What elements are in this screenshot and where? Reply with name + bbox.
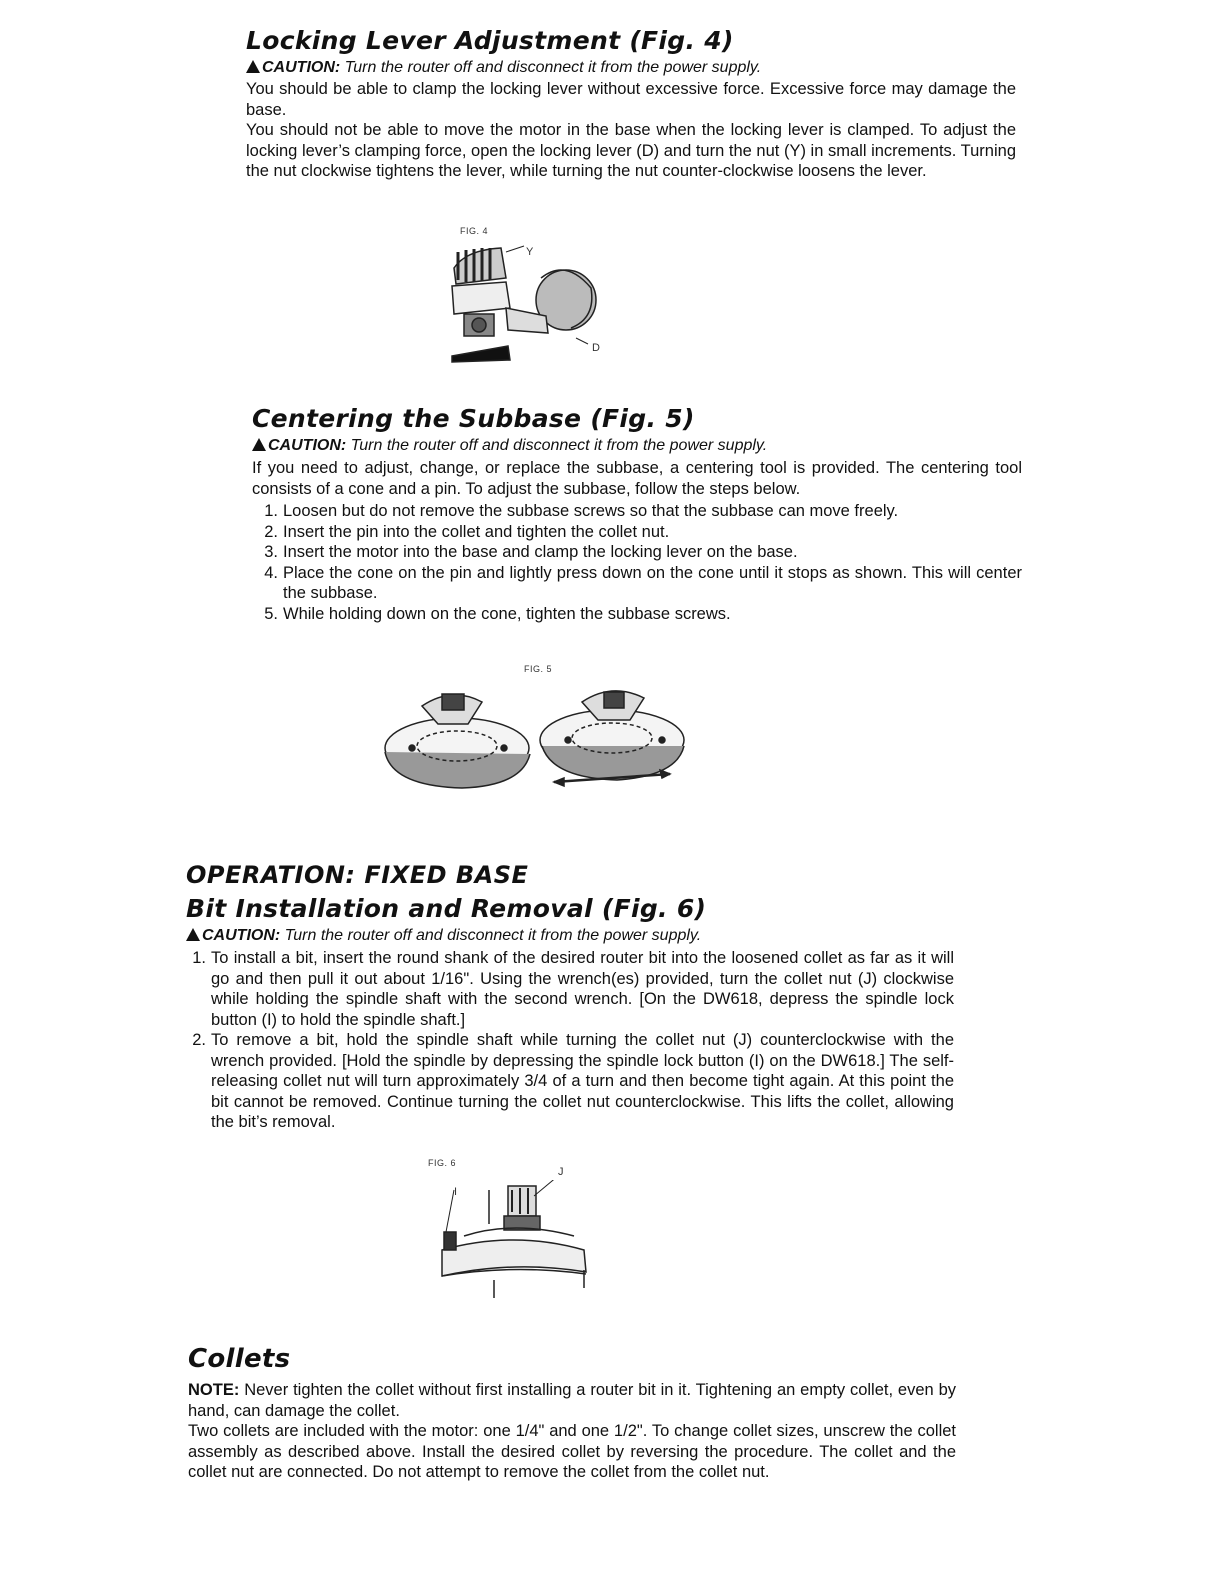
list-item: 2. To remove a bit, hold the spindle shaft while turning the collet nut (J) counterclockwise with the wrench provided. [Hold the spindle by depressing the spindle lock button (I) on the DW618.] The self-releasing collet nut will turn approximately 3/4 of a turn and then become tight again. At this point the bit cannot be removed. Continue turning the collet nut counterclockwise. This lifts the collet, allowing the bit’s removal. — [192, 1031, 954, 1131]
locking-lever-section — [246, 26, 1016, 182]
list-item: 2. Insert the pin into the collet and tighten the collet nut. — [264, 522, 670, 541]
warning-triangle-icon — [252, 438, 266, 451]
collets-section — [188, 1344, 956, 1483]
operation-title: OPERATION: FIXED BASE — [186, 861, 529, 889]
operation-section — [186, 860, 954, 1133]
note-label: NOTE: — [188, 1381, 240, 1399]
fig6-label: FIG. 6 — [428, 1158, 457, 1168]
collets-note — [188, 1380, 956, 1421]
fig4-callout-d: D — [592, 342, 601, 354]
operation-caution — [186, 926, 954, 946]
locking-paragraph-1: You should be able to clamp the locking lever without excessive force. Excessive force may damage the base. — [246, 80, 1016, 119]
list-item: 1. To install a bit, insert the round shank of the desired router bit into the loosened collet as far as it will go and then pull it out about 1/16". Using the wrench(es) provided, turn the collet nut (J) clockwise while holding the spindle shaft with the second wrench. [On the DW618, depress the spindle lock button (I) to hold the spindle shaft.] — [192, 949, 954, 1029]
fig4-callout-y: Y — [526, 246, 534, 258]
locking-paragraph-2: You should not be able to move the motor in the base when the locking lever is clamped. To adjust the locking lever’s clamping force, open the locking lever (D) and turn the nut (Y) in small increments. Turning the nut clockwise tightens the lever, while turning the nut counter-clockwise loosens the lever. — [246, 121, 1016, 180]
warning-triangle-icon — [186, 928, 200, 941]
centering-section — [252, 404, 1022, 624]
list-item: 5. While holding down on the cone, tighten the subbase screws. — [264, 604, 731, 623]
warning-triangle-icon — [246, 60, 260, 73]
bit-steps — [186, 948, 954, 1133]
bit-installation-title: Bit Installation and Removal (Fig. 6) — [186, 894, 707, 923]
collets-paragraph: Two collets are included with the motor: one 1/4" and one 1/2". To change collet sizes, unscrew the collet assembly as described above. Install the desired collet by reversing the procedure. The collet and the collet nut are connected. Do not attempt to remove the collet from the collet nut. — [188, 1422, 956, 1481]
list-item: 3. Insert the motor into the base and clamp the locking lever on the base. — [264, 543, 798, 561]
locking-lever-title: Locking Lever Adjustment (Fig. 4) — [246, 26, 734, 55]
centering-caution — [252, 436, 1022, 456]
caution-text: Turn the router off and disconnect it from the power supply. — [284, 927, 702, 944]
list-item: 4. Place the cone on the pin and lightly press down on the cone until it stops as shown. This will center the subbase. — [264, 563, 1022, 602]
list-item: 1. Loosen but do not remove the subbase screws so that the subbase can move freely. — [264, 502, 899, 520]
caution-label: CAUTION: — [202, 927, 281, 944]
locking-caution — [246, 58, 1016, 78]
caution-text: Turn the router off and disconnect it from the power supply. — [350, 437, 768, 454]
fig5-subbase-illustration — [372, 676, 692, 796]
centering-paragraph-1: If you need to adjust, change, or replace the subbase, a centering tool is provided. The centering tool consists of a cone and a pin. To adjust the subbase, follow the steps below. — [252, 459, 1022, 498]
fig4-label: FIG. 4 — [460, 226, 489, 236]
collets-title: Collets — [188, 1344, 291, 1374]
fig6-callout-j: J — [558, 1166, 564, 1178]
caution-text: Turn the router off and disconnect it from the power supply. — [344, 59, 762, 76]
caution-label: CAUTION: — [262, 59, 341, 76]
fig5-label: FIG. 5 — [524, 664, 553, 674]
fig6-callout-i: I — [454, 1186, 458, 1198]
note-text: Never tighten the collet without first installing a router bit in it. Tightening an empty collet, even by hand, can damage the collet. — [188, 1381, 956, 1420]
centering-title: Centering the Subbase (Fig. 5) — [252, 404, 695, 433]
caution-label: CAUTION: — [268, 437, 347, 454]
fig6-collet-illustration — [434, 1180, 594, 1300]
centering-steps — [252, 501, 1022, 624]
